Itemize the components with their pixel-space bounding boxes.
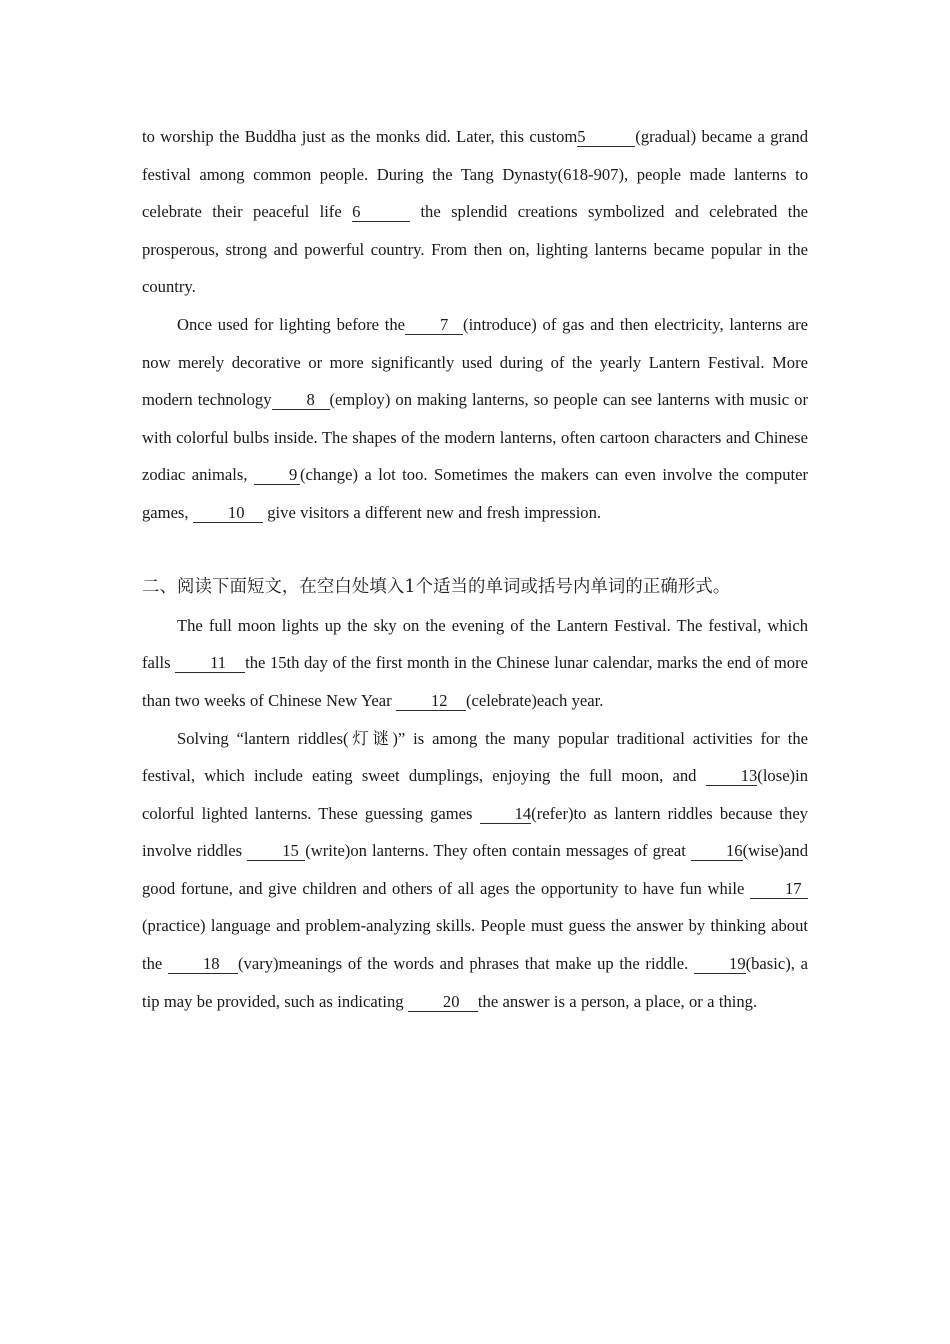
answer-blank-14[interactable]: 14 bbox=[480, 805, 532, 824]
answer-blank-10[interactable]: 10 bbox=[193, 504, 263, 523]
answer-blank-18[interactable]: 18 bbox=[168, 955, 238, 974]
answer-blank-5[interactable]: 5 bbox=[577, 128, 635, 147]
paragraph-1: to worship the Buddha just as the monks did. Later, this custom5 (gradual) became a grand festival among common people. During the Tang Dynasty(618-907), people made lanterns to celebrate their peaceful life 6 the splendid creations symbolized and celebrated the prosperous, strong and powerful country. From then on, lighting lanterns became popular in the country. bbox=[142, 127, 808, 297]
section-two-heading: 二、阅读下面短文，在空白处填入1个适当的单词或括号内单词的正确形式。 bbox=[142, 577, 731, 598]
section-spacer bbox=[142, 532, 808, 570]
answer-blank-20[interactable]: 20 bbox=[408, 993, 478, 1012]
answer-blank-8[interactable]: 8 bbox=[272, 391, 330, 410]
section-one bbox=[142, 118, 808, 532]
answer-blank-13[interactable]: 13 bbox=[706, 767, 758, 786]
answer-blank-6[interactable]: 6 bbox=[352, 203, 410, 222]
answer-blank-12[interactable]: 12 bbox=[396, 692, 466, 711]
answer-blank-19[interactable]: 19 bbox=[694, 955, 746, 974]
answer-blank-9[interactable]: 9 bbox=[254, 466, 300, 485]
page-content bbox=[142, 118, 808, 1020]
answer-blank-17[interactable]: 17 bbox=[750, 880, 808, 899]
paragraph-4: Solving “lantern riddles(灯谜)” is among the many popular traditional activities for the festival, which include eating sweet dumplings, enjoying the full moon, and 13(lose)in colorful lighted lanterns. These guessing games 14(refer)to as lantern riddles because they involve riddles 15 (write)on lanterns. They often contain messages of great 16(wise)and good fortune, and give children and others of all ages the opportunity to have fun while 17(practice) language and problem-analyzing skills. People must guess the answer by thinking about the 18 (vary)meanings of the words and phrases that make up the riddle. 19(basic), a tip may be provided, such as indicating 20 the answer is a person, a place, or a thing. bbox=[142, 728, 808, 1011]
answer-blank-7[interactable]: 7 bbox=[405, 316, 463, 335]
section-two bbox=[142, 569, 808, 1020]
answer-blank-15[interactable]: 15 bbox=[247, 842, 305, 861]
paragraph-3: The full moon lights up the sky on the evening of the Lantern Festival. The festival, which falls 11 the 15th day of the first month in the Chinese lunar calendar, marks the end of more than two weeks of Chinese New Year 12 (celebrate)each year. bbox=[142, 615, 808, 710]
paragraph-2: Once used for lighting before the 7 (introduce) of gas and then electricity, lanterns are now merely decorative or more significantly used during of the yearly Lantern Festival. More modern technology 8 (employ) on making lanterns, so people can see lanterns with music or with colorful bulbs inside. The shapes of the modern lanterns, often cartoon characters and Chinese zodiac animals, 9 (change) a lot too. Sometimes the makers can even involve the computer games, 10 give visitors a different new and fresh impression. bbox=[142, 314, 808, 522]
answer-blank-11[interactable]: 11 bbox=[175, 654, 245, 673]
answer-blank-16[interactable]: 16 bbox=[691, 842, 743, 861]
